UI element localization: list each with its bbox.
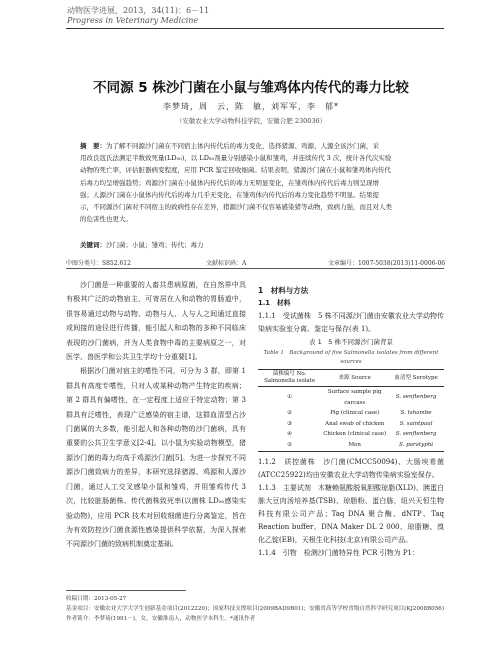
- fund-info: 基金项目：安徽农业大学大学生创新基金项目(2012220)；国家科技支撑项目(2009BAD9B01)；安徽省高等学校省级自然科学研究项目(KJ2008B056): [66, 606, 445, 612]
- clc-number: 中图分类号：S852.612: [66, 260, 131, 267]
- document-code: 文献标识码：A: [206, 260, 247, 267]
- table-cell: Chicken (clinical case): [323, 431, 387, 438]
- journal-citation: 动物医学进展，2013，34(11)：6－11: [67, 6, 210, 15]
- affiliation: （安徽农业大学动物科技学院，安徽合肥 230036）: [175, 117, 327, 125]
- abstract-line: 动物的死亡率，评估脏器病变程度，应用 PCR 鉴定回收细菌。结果表明，猪源沙门菌在小鼠和雏鸡体内传代: [80, 166, 391, 175]
- keywords: [80, 240, 430, 249]
- abstract-line: 用改良寇氏法测定半数致死量(LD₅₀)，以 LD₅₀剂量分别感染小鼠和雏鸡，并连续传代 3 次，统计各代次实验: [80, 154, 392, 163]
- table-row: [258, 440, 444, 451]
- article-number: 文章编号：1007-5038(2013)11-0006-06: [328, 260, 446, 267]
- strain-table: [258, 369, 444, 452]
- paragraph-primers: 1.1.4 引物 检测沙门菌特异性 PCR 引物为 P1：: [258, 548, 419, 557]
- table-cell: ③: [287, 420, 293, 427]
- table-cell: ④: [287, 431, 293, 438]
- table-header: 菌株编号 No. Salmonella isolate: [258, 370, 321, 387]
- table-cell: Pig (clinical case): [330, 410, 380, 417]
- author-list: 李梦琦，周 云，陈 敏，刘军军，李 郁*: [163, 102, 339, 111]
- table-row: [258, 429, 444, 440]
- table-row: [258, 408, 444, 419]
- table-row: [258, 387, 444, 409]
- meta-rule: [66, 268, 444, 269]
- table-cell: S. senftenberg: [395, 431, 437, 438]
- section-heading: 1 材料与方法: [258, 286, 309, 295]
- table-header: 血清型 Serotype: [388, 370, 444, 387]
- table-cell: S. paratyphi: [388, 440, 444, 451]
- intro-paragraph: 根据沙门菌对宿主的嗜性不同，可分为 3 群，即第 1 群具有高度专嗜性，只对人或某种动物产生特定的疾病；第 2 群具有偏嗜性，在一定程度上适应于特定动物；第 3 群具有泛嗜性，表现广泛感染的宿主谱，这群血清型占沙门菌属的大多数，能引起人和各种动物的沙门菌病，具有重要的公共卫生学意义[2-4]。以小鼠为实验动物模型，猪源沙门菌的毒力均高于鸡源沙门菌[5]。为进一步探究不同源沙门菌致病力的差异，本研究选择猪源、鸡源和人源沙门菌，通过人工交叉感染小鼠和雏鸡，并用雏鸡传代 3 次，比较脏肠菌株、传代菌株致死率(以菌株 LD₅₀感染实验动物)，应用 PCR 技术对回收细菌进行分离鉴定，旨在为有效防控沙门菌食源性感染提供科学依据，为深入探索不同源沙门菌的致病机制奠定基础。: [66, 367, 246, 549]
- header-rule: [66, 28, 444, 29]
- table-title: 表 1 5 株不同源沙门菌背景: [309, 338, 393, 346]
- table-row: [258, 419, 444, 430]
- table-cell: S. tshambe: [400, 410, 432, 417]
- table-cell: Men: [321, 440, 388, 451]
- paragraph-control-strains: 1.1.2 质控菌株 沙门菌(CMCC50094)、大肠埃希菌(ATCC25922)均由安徽农业大学动物传染病实验室保存。: [258, 457, 444, 479]
- subsection-heading: 1.1 材料: [258, 299, 291, 307]
- paper-title: 不同源 5 株沙门菌在小鼠与雏鸡体内传代的毒力比较: [93, 80, 409, 96]
- journal-header: [67, 6, 209, 26]
- table-header: 来源 Source: [321, 370, 388, 387]
- abstract-line: 的危害性也更大。: [80, 215, 132, 224]
- table-cell: Anal swab of chicken: [325, 420, 385, 427]
- abstract: [80, 140, 430, 225]
- abstract-line: 强；人源沙门菌在小鼠体内传代后的毒力几乎无变化，在雏鸡体内传代后的毒力变化趋势不明显。结果提: [80, 190, 379, 199]
- keywords-text: 沙门菌；小鼠；雏鸡；传代；毒力: [106, 241, 204, 249]
- author-bio: 作者简介：李梦琦(1991－)，女，安徽淮南人，动物医学本科生。*通讯作者: [66, 616, 256, 622]
- table-cell: Surface sample pig carcass: [327, 389, 382, 406]
- received-date: 收稿日期：2013-05-27: [66, 596, 127, 602]
- right-column: [258, 278, 444, 560]
- left-column: [66, 278, 246, 552]
- abstract-line: 后毒力均呈增强趋势；鸡源沙门菌在小鼠体内传代后的毒力无明显变化，在雏鸡体内传代后毒力则呈现增: [80, 178, 379, 187]
- abstract-line: 示，不同源沙门菌对不同宿主的致病性存在差异，猪源沙门菌不仅容易感染猪等动物，致病力强，而且对人类: [80, 203, 392, 212]
- table-cell: S. saintpaul: [399, 420, 433, 427]
- table-title-en: Table 1 Background of five Salmonella isolates from different sources: [263, 350, 439, 365]
- intro-paragraph: 沙门菌是一种重要的人畜共患病原菌，在自然界中具有极其广泛的动物宿主，可寄居在人和动物的胃肠道中，很容易通过动物与动物、动物与人、人与人之间通过直接或间接的途径进行传播，能引起人和动物的多种不同临床表现的沙门菌病，并为人类食物中毒的主要病原之一，对医学、兽医学和公共卫生学均十分重要[1]。: [66, 281, 246, 362]
- table-cell: ②: [287, 410, 293, 417]
- footnote-rule: [66, 590, 186, 591]
- table-cell: ⑤: [258, 440, 321, 451]
- paragraph-reagents: 1.1.3 主要试剂 木糖赖氨酸脱氧胆酸琼脂(XLD)、胰蛋白胨大豆肉汤培养基(TSB)、琼脂粉、蛋白胨，纽兴天恒生物科技有限公司产品；Taq DNA 聚合酶、dNTP、Taq Reaction buffer、DNA Maker DL 2 000、琼脂糖、溴化乙锭(EB)，天根生化科技(北京)有限公司产品。: [258, 483, 444, 544]
- journal-english-name: Progress in Veterinary Medicine: [67, 16, 199, 25]
- keywords-label: 关键词：: [80, 241, 106, 249]
- paragraph-strains: 1.1.1 受试菌株 5 株不同源沙门菌由安徽农业大学动物传染病实验室分离、鉴定与保存(表 1)。: [258, 312, 444, 333]
- table-cell: ①: [287, 394, 293, 401]
- table-cell: S. senftenberg: [395, 394, 437, 401]
- abstract-label: 摘 要：: [80, 142, 106, 150]
- footnotes: [66, 594, 446, 624]
- abstract-line: 为了解不同源沙门菌在不同宿主体内传代后的毒力变化，选择猪源、鸡源、人源全该沙门菌，采: [106, 142, 379, 150]
